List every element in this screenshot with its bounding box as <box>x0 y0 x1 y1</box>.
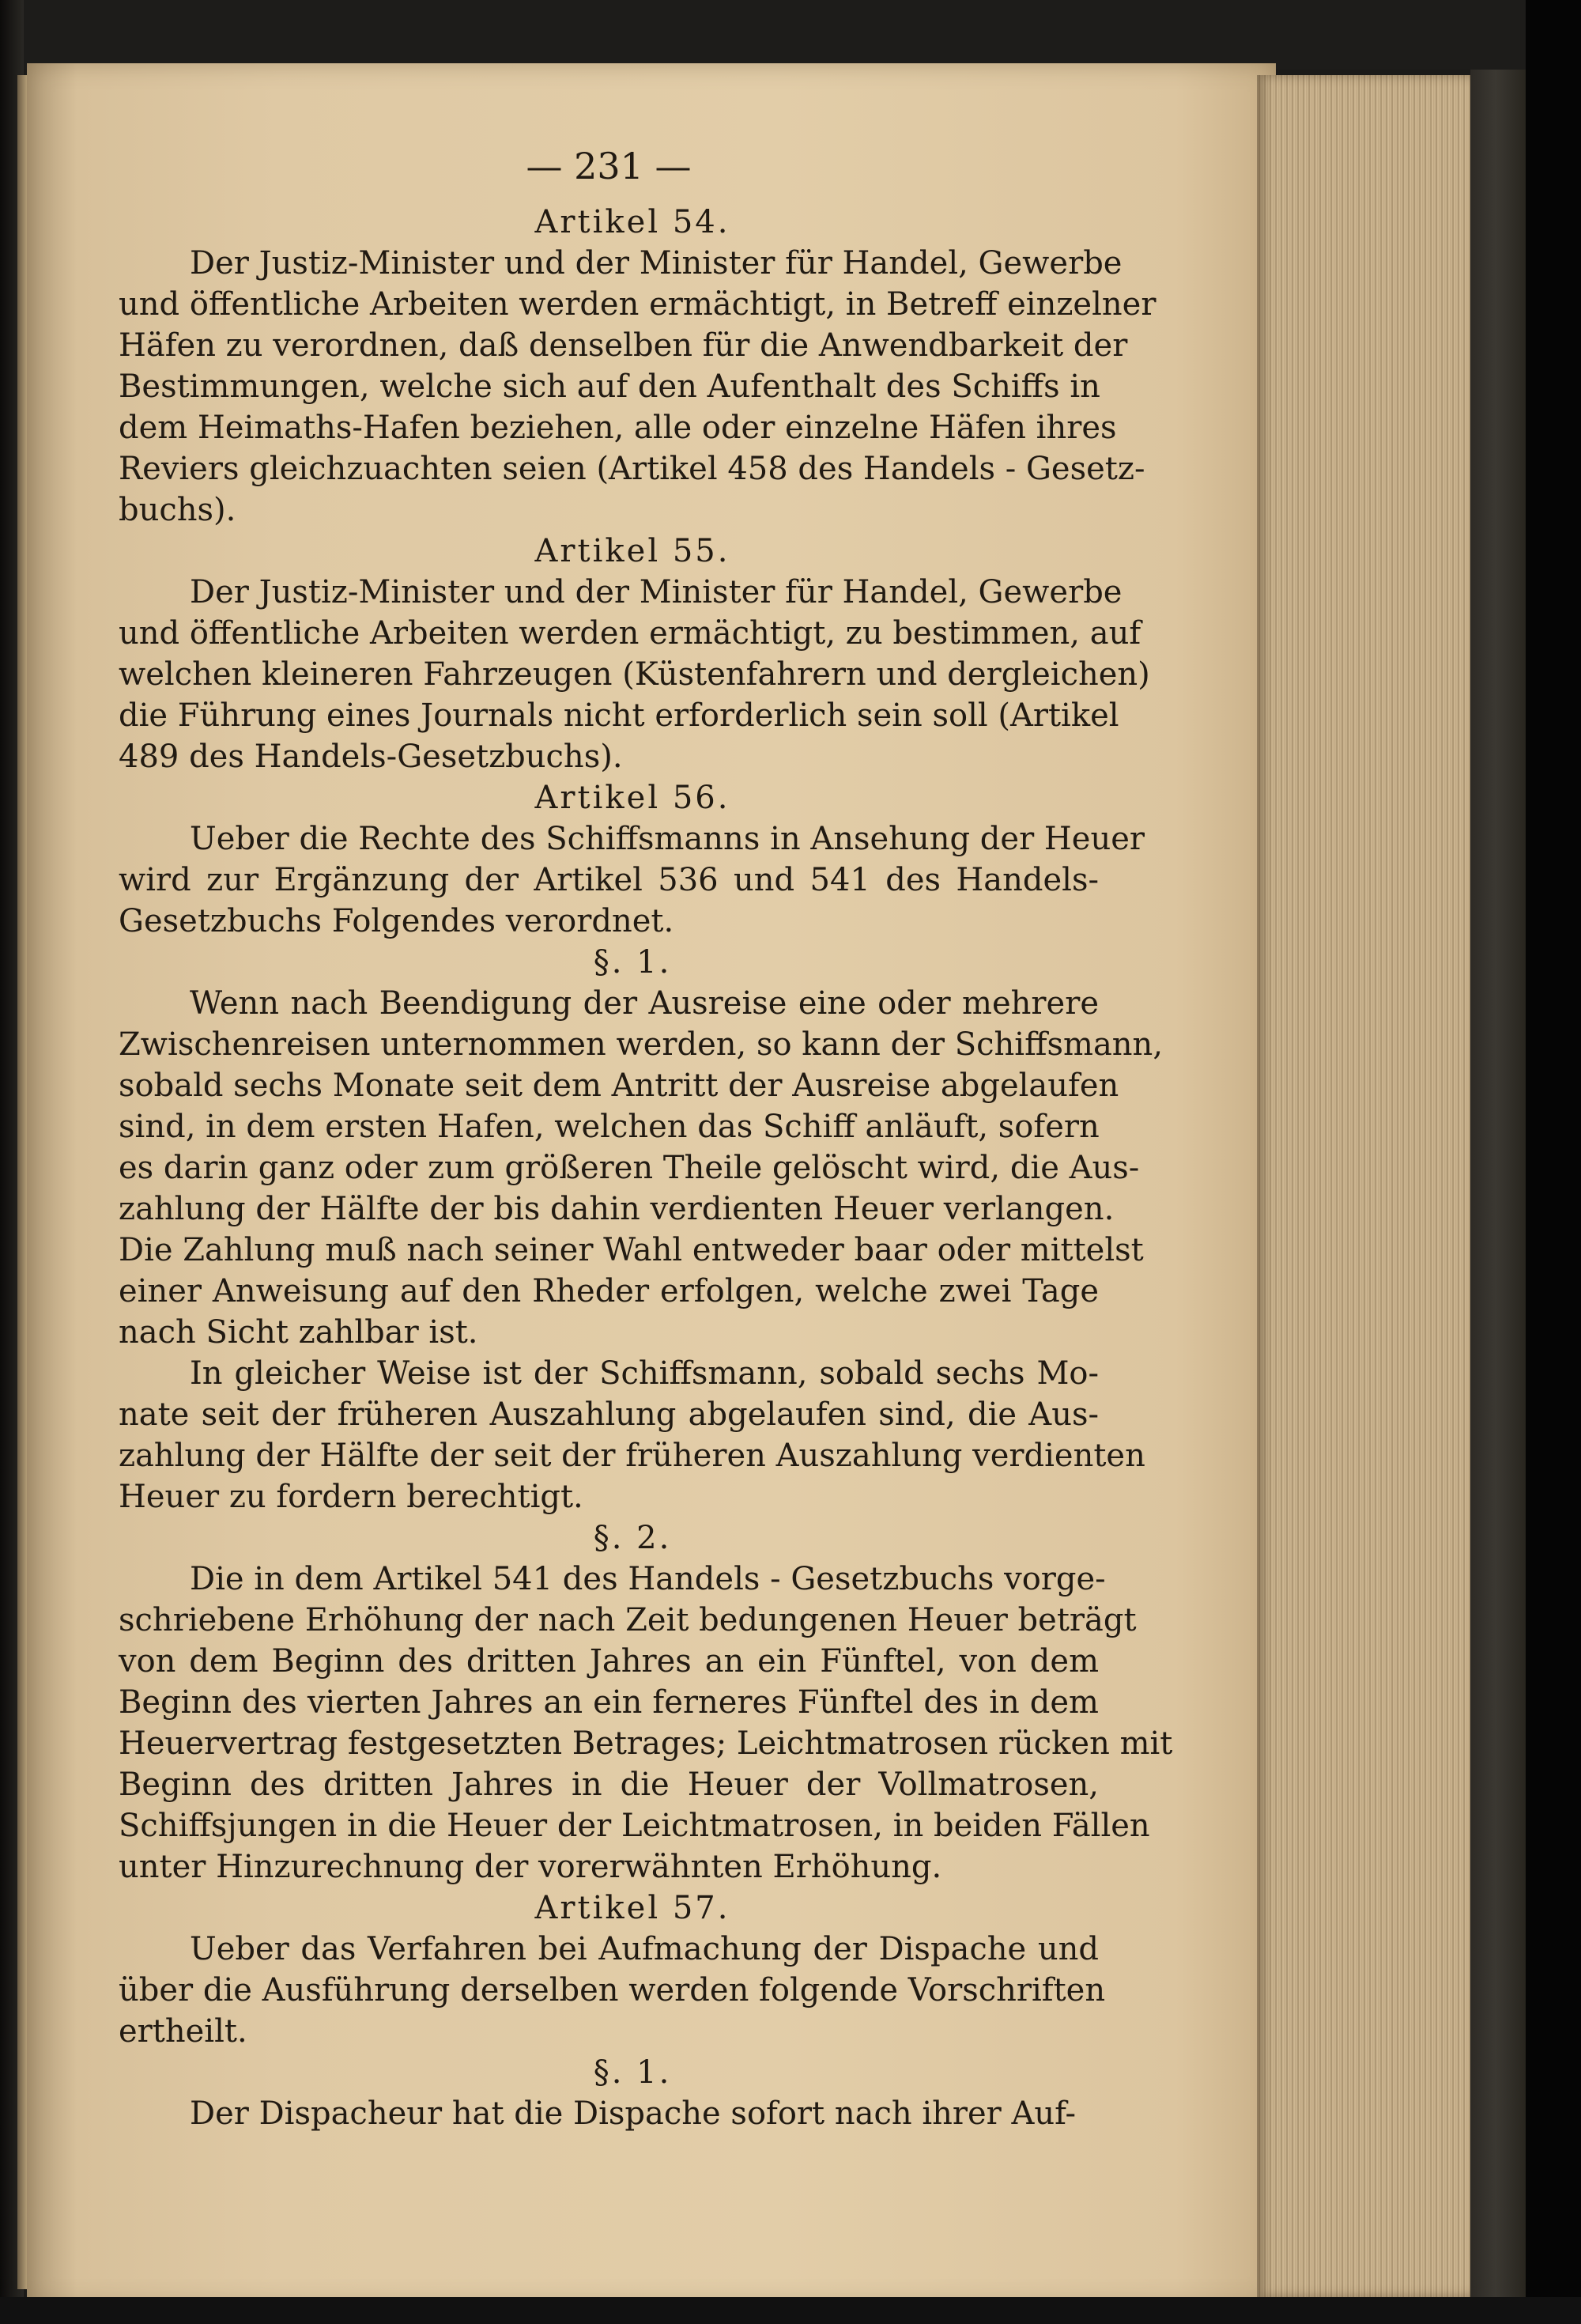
text-line: sobald sechs Monate seit dem Antritt der Ausreise abgelaufen <box>119 1068 1119 1104</box>
text-line: es darin ganz oder zum größeren Theile gelöscht wird, die Aus- <box>119 1150 1140 1186</box>
text-line: über die Ausführung derselben werden folgende Vorschriften <box>119 1972 1106 2008</box>
text-line: wird zur Ergänzung der Artikel 536 und 541 des Handels- <box>119 862 1099 898</box>
paragraph <box>119 2093 1099 2134</box>
paragraph <box>119 572 1150 777</box>
text-line: 489 des Handels-Gesetzbuchs). <box>119 739 623 775</box>
text-line: sind, in dem ersten Hafen, welchen das Schiff anläuft, sofern <box>119 1109 1100 1145</box>
text-line: Der Dispacheur hat die Dispache sofort nach ihrer Auf- <box>190 2095 1077 2132</box>
text-line: buchs). <box>119 492 236 528</box>
text-line: Die Zahlung muß nach seiner Wahl entweder baar oder mittelst <box>119 1232 1144 1268</box>
text-line: Heuervertrag festgesetzten Betrages; Leichtmatrosen rücken mit <box>119 1725 1173 1762</box>
text-line: Beginn des vierten Jahres an ein ferneres Fünftel des in dem <box>119 1684 1099 1721</box>
text-line: In gleicher Weise ist der Schiffsmann, sobald sechs Mo- <box>190 1355 1099 1392</box>
section-heading: §. 1. <box>593 2054 672 2091</box>
paragraph <box>119 1353 1145 1517</box>
background-top <box>0 0 1581 70</box>
section-heading: Artikel 54. <box>534 204 730 240</box>
text-line: zahlung der Hälfte der bis dahin verdienten Heuer verlangen. <box>119 1191 1115 1227</box>
text-line: Heuer zu fordern berechtigt. <box>119 1479 583 1515</box>
text-line: nach Sicht zahlbar ist. <box>119 1314 478 1351</box>
text-line: Reviers gleichzuachten seien (Artikel 458 des Handels - Gesetz- <box>119 451 1145 487</box>
text-line: Schiffsjungen in die Heuer der Leichtmatrosen, in beiden Fällen <box>119 1808 1150 1844</box>
page-number: — 231 — <box>526 145 692 187</box>
text-line: und öffentliche Arbeiten werden ermächtigt, zu bestimmen, auf <box>119 615 1141 652</box>
paragraph <box>119 983 1164 1353</box>
section-heading: Artikel 56. <box>534 780 730 816</box>
text-line: nate seit der früheren Auszahlung abgelaufen sind, die Aus- <box>119 1396 1099 1433</box>
text-line: Wenn nach Beendigung der Ausreise eine oder mehrere <box>190 985 1099 1022</box>
text-line: Die in dem Artikel 541 des Handels - Gesetzbuchs vorge- <box>190 1561 1106 1597</box>
paragraph <box>119 243 1157 531</box>
text-line: von dem Beginn des dritten Jahres an ein Fünftel, von dem <box>119 1643 1099 1680</box>
text-line: Der Justiz-Minister und der Minister für Handel, Gewerbe <box>190 574 1123 610</box>
text-line: schriebene Erhöhung der nach Zeit bedungenen Heuer beträgt <box>119 1602 1137 1638</box>
page-stack-edge <box>1257 75 1478 2297</box>
text-line: und öffentliche Arbeiten werden ermächtigt, in Betreff einzelner <box>119 286 1157 323</box>
paragraph <box>119 1559 1173 1888</box>
section-heading: §. 1. <box>593 944 672 981</box>
background-right <box>1526 0 1581 2324</box>
section-heading: Artikel 55. <box>534 533 730 569</box>
page-text <box>119 130 1173 2134</box>
text-line: die Führung eines Journals nicht erforderlich sein soll (Artikel <box>119 697 1119 734</box>
text-line: dem Heimaths-Hafen beziehen, alle oder einzelne Häfen ihres <box>119 410 1117 446</box>
text-line: unter Hinzurechnung der vorerwähnten Erhöhung. <box>119 1849 942 1885</box>
page-body <box>119 202 1173 2134</box>
section-heading: §. 2. <box>593 1520 672 1556</box>
background-bottom <box>0 2297 1581 2324</box>
text-line: ertheilt. <box>119 2013 247 2050</box>
text-line: zahlung der Hälfte der seit der früheren Auszahlung verdienten <box>119 1438 1145 1474</box>
text-line: Bestimmungen, welche sich auf den Aufenthalt des Schiffs in <box>119 368 1100 405</box>
text-line: Der Justiz-Minister und der Minister für Handel, Gewerbe <box>190 245 1123 282</box>
text-line: einer Anweisung auf den Rheder erfolgen, welche zwei Tage <box>119 1273 1099 1309</box>
text-line: Gesetzbuchs Folgendes verordnet. <box>119 903 674 939</box>
paragraph <box>119 1929 1106 2052</box>
text-line: Häfen zu verordnen, daß denselben für die Anwendbarkeit der <box>119 327 1128 364</box>
text-line: welchen kleineren Fahrzeugen (Küstenfahrern und dergleichen) <box>119 656 1150 693</box>
paragraph <box>119 818 1145 942</box>
text-line: Beginn des dritten Jahres in die Heuer der Vollmatrosen, <box>119 1767 1099 1803</box>
text-line: Ueber die Rechte des Schiffsmanns in Ansehung der Heuer <box>190 821 1145 857</box>
text-line: Ueber das Verfahren bei Aufmachung der Dispache und <box>190 1931 1099 1967</box>
back-cover <box>1470 70 1534 2307</box>
text-line: Zwischenreisen unternommen werden, so kann der Schiffsmann, <box>119 1026 1164 1063</box>
section-heading: Artikel 57. <box>534 1890 730 1926</box>
